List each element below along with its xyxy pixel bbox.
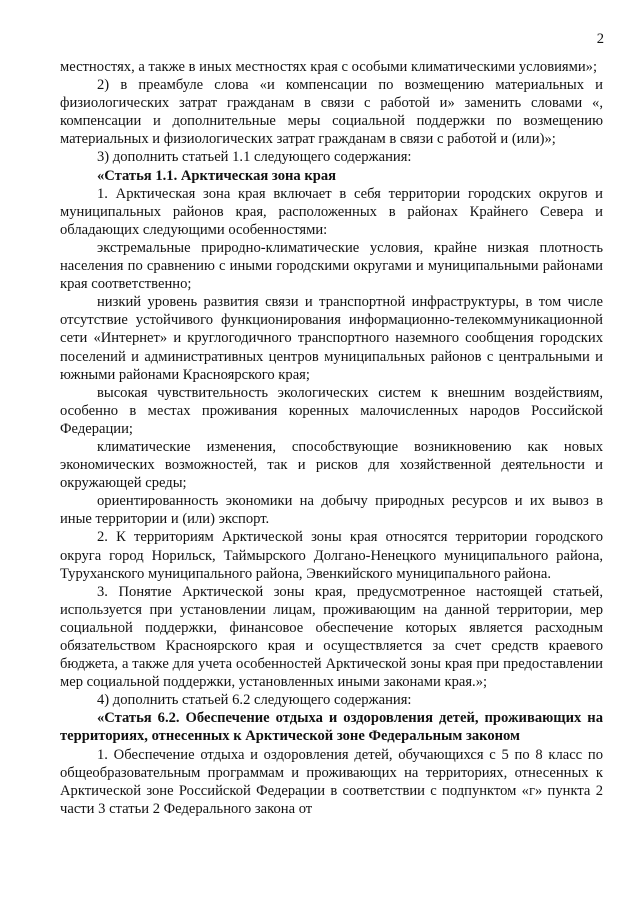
paragraph-continuation: местностях, а также в иных местностях края с особыми климатическими условиями»; (60, 59, 597, 75)
feature-infrastructure: низкий уровень развития связи и транспортной инфраструктуры, в том числе отсутствие устойчивого функционирования информационно-телекоммуникационной сети «Интернет» и круглогодичного транспортного наземного сообщения городских поселений и административных центров муниципальных районов с центральными и южными районами Красноярского края; (60, 294, 603, 383)
feature-climate-change: климатические изменения, способствующие возникновению как новых экономических возможностей, так и рисков для хозяйственной деятельности и окружающей среды; (60, 438, 603, 492)
feature-climate: экстремальные природно-климатические условия, крайне низкая плотность населения по сравнению с иными городскими округами и муниципальными районами края соответственно; (60, 239, 603, 293)
document-body (60, 58, 603, 818)
article-1-1-heading (60, 167, 603, 185)
feature-economy: ориентированность экономики на добычу природных ресурсов и их вывоз в иные территории и (или) экспорт. (60, 493, 603, 528)
article-6-2-heading (60, 709, 603, 745)
page-number: 2 (596, 31, 604, 47)
paragraph-amendment-3: 3) дополнить статьей 1.1 следующего содержания: (97, 149, 412, 166)
article-1-1-heading-text: «Статья 1.1. Арктическая зона края (97, 167, 337, 184)
article-1-1-part-3: 3. Понятие Арктической зоны края, предусмотренное настоящей статьей, используется при установлении лицам, проживающим на данной территории, мер социальной поддержки, финансовое обеспечение которых является расходным обязательством Красноярского края и осуществляется за счет средств краевого бюджета, а также для учета особенностей Арктической зоны края при предоставлении мер социальной поддержки, установленных иными законами края.»; (60, 583, 603, 691)
article-1-1-part-1: 1. Арктическая зона края включает в себя территории городских округов и муниципальных районов края, расположенных в районах Крайнего Севера и обладающих следующими особенностями: (60, 185, 603, 238)
feature-ecology: высокая чувствительность экологических систем к внешним воздействиям, особенно в местах проживания коренных малочисленных народов Российской Федерации; (60, 384, 603, 437)
article-1-1-part-2: 2. К территориям Арктической зоны края относятся территории городского округа город Норильск, Таймырского Долгано-Ненецкого муниципального района, Туруханского муниципального района, Эвенкийского муниципального района. (60, 529, 603, 582)
paragraph-amendment-2: 2) в преамбуле слова «и компенсации по возмещению материальных и физиологических затрат гражданам в связи с работой и» заменить словами «, компенсации и дополнительные меры социальной поддержки по возмещению материальных и физиологических затрат гражданам в связи с работой и (или)»; (60, 77, 603, 148)
paragraph-amendment-4: 4) дополнить статьей 6.2 следующего содержания: (97, 692, 412, 709)
article-6-2-part-1: 1. Обеспечение отдыха и оздоровления детей, обучающихся с 5 по 8 класс по общеобразовательным программам и проживающих на территориях, отнесенных к Арктической зоне Российской Федерации в соответствии с подпунктом «г» пункта 2 части 3 статьи 2 Федерального закона от (60, 746, 603, 817)
article-6-2-heading-text: «Статья 6.2. Обеспечение отдыха и оздоровления детей, проживающих на территориях, отнесенных к Арктической зоне Федеральным законом (60, 710, 603, 745)
